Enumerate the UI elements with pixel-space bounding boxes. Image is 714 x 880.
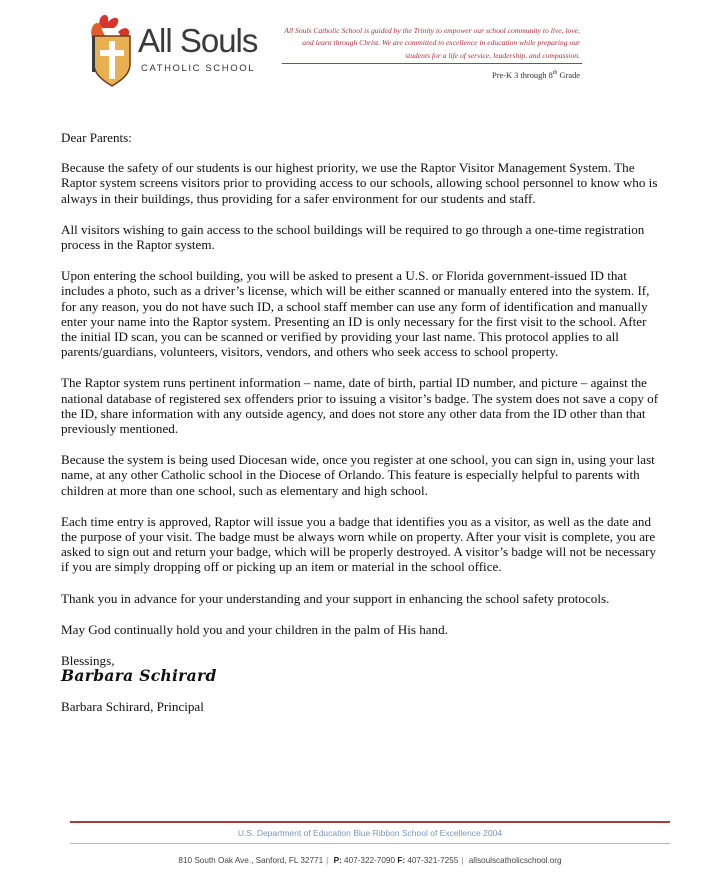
footer-award: U.S. Department of Education Blue Ribbon School of Excellence 2004 — [237, 828, 503, 838]
letterhead — [0, 0, 714, 100]
paragraph: May God continually hold you and your children in the palm of His hand. — [61, 621, 448, 637]
grades-sup: th — [552, 70, 558, 76]
mission-line: students for a life of service, leadership, and compassion. — [405, 50, 580, 60]
mission-line: and learn through Christ. We are committed to excellence in education while preparing our — [302, 38, 580, 48]
footer-divider — [70, 821, 670, 823]
paragraph: All visitors wishing to gain access to the school buildings will be required to go through a one-time registration process in the Raptor system. — [61, 221, 645, 253]
paragraph: Because the system is being used Diocesan wide, once you register at one school, you can sign in, using your last name, at any other Catholic school in the Diocese of Orlando. This feature is especially helpful to parents with children at more than one school, such as elementary and high school. — [61, 452, 655, 498]
closing: Blessings, — [61, 653, 115, 669]
paragraph: The Raptor system runs pertinent information – name, date of birth, partial ID number, and picture – against the national database of registered sex offenders prior to issuing a visitor’s badge. The system does not save a copy of the ID, share information with any outside agency, and does not store any other data from the ID other than that previously mentioned. — [61, 375, 659, 437]
letter-body — [61, 130, 661, 715]
brand-subtitle: CATHOLIC SCHOOL — [141, 63, 256, 74]
footer-website[interactable]: allsoulscatholicschool.org — [468, 856, 562, 865]
paragraph: Upon entering the school building, you will be asked to present a U.S. or Florida government-issued ID that includes a photo, such as a driver’s license, which will be either scanned or manually entered into the system. If, for any reason, you do not have such ID, a school staff member can use any form of identification and manually enter your name into the Raptor system. Presenting an ID is only necessary for the first visit to the school. After the initial ID scan, you can be scanned or verified by providing your last name. This protocol applies to all parents/guardians, volunteers, visitors, vendors, and others who seek access to school property. — [61, 268, 650, 360]
footer-contact — [70, 856, 670, 865]
footer-fax: 407-321-7255 — [407, 856, 459, 865]
separator: | — [326, 856, 329, 865]
fax-label: F: — [397, 856, 406, 865]
salutation: Dear Parents: — [61, 130, 132, 145]
header-divider — [282, 63, 582, 64]
brand-name: All Souls — [138, 22, 258, 59]
mission-statement — [280, 25, 580, 62]
grade-range — [492, 70, 580, 80]
footer-phone: 407-322-7090 — [344, 856, 396, 865]
grades-suffix: Grade — [557, 70, 580, 80]
paragraph: Thank you in advance for your understanding and your support in enhancing the school safety protocols. — [61, 590, 610, 606]
separator: | — [461, 856, 464, 865]
paragraph: Each time entry is approved, Raptor will issue you a badge that identifies you as a visitor, as well as the date and the purpose of your visit. The badge must be always worn while on property. After your visit is complete, you are asked to sign out and return your badge, which will be properly destroyed. A visitor’s badge will not be necessary if you are simply dropping off or picking up an item or material in the school office. — [61, 513, 657, 575]
paragraph: Because the safety of our students is our highest priority, we use the Raptor Visitor Management System. The Raptor system screens visitors prior to providing access to our schools, allowing school personnel to know who is always in their buildings, thus providing for a safer environment for our students and staff. — [61, 160, 658, 206]
footer-divider-thin — [70, 843, 670, 844]
mission-line: All Souls Catholic School is guided by the Trinity to empower our school community to live, love, — [284, 26, 580, 35]
grades-prefix: Pre-K 3 through 8 — [492, 70, 553, 80]
phone-label: P: — [333, 856, 342, 865]
signature: Barbara Schirard — [61, 666, 217, 686]
footer-address: 810 South Oak Ave., Sanford, FL 32771 — [178, 856, 324, 865]
signer-name: Barbara Schirard, Principal — [61, 699, 204, 715]
